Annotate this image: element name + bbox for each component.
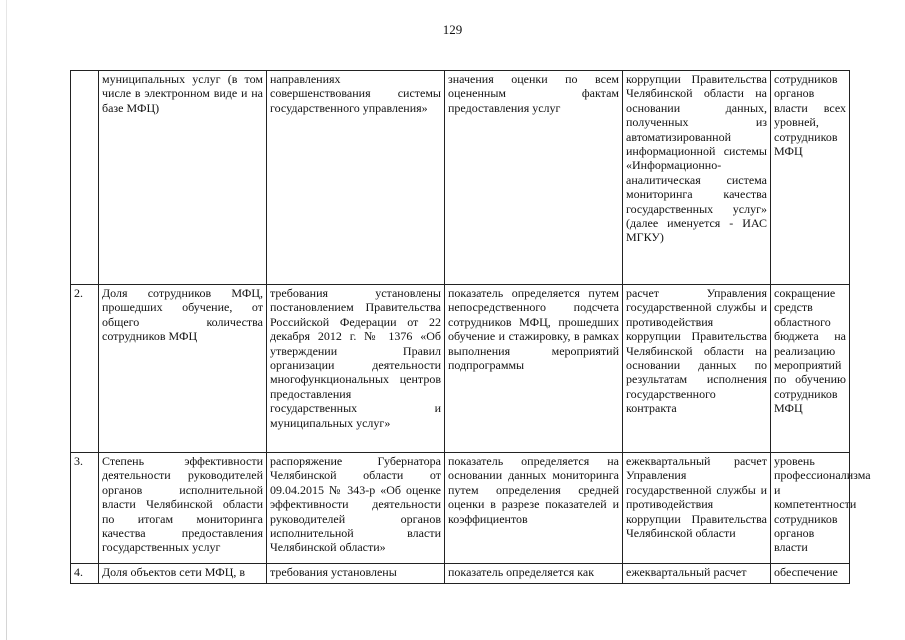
calculation-method-cell: показатель определяется путем непосредственного подсчета сотрудников МФЦ, прошедших обучение и стажировку, в рамках выполнения мероприятий подпрограммы — [445, 285, 623, 453]
data-source-cell: коррупции Правительства Челябинской области на основании данных, полученных из автоматизированной информационной системы «Информационно-аналитическая система мониторинга качества государственных услуг» (далее именуется - ИАС МГКУ) — [623, 71, 771, 285]
table-row — [71, 285, 850, 453]
factors-cell: обеспечение — [771, 564, 850, 584]
legal-basis-cell: распоряжение Губернатора Челябинской области от 09.04.2015 № 343-р «Об оценке эффективности деятельности руководителей органов исполнительной власти Челябинской области» — [267, 453, 445, 564]
table-row — [71, 564, 850, 584]
legal-basis-cell: направлениях совершенствования системы государственного управления» — [267, 71, 445, 285]
row-number — [71, 71, 99, 285]
indicator-name-cell: муниципальных услуг (в том числе в электронном виде и на базе МФЦ) — [99, 71, 267, 285]
table-row — [71, 71, 850, 285]
indicators-table — [70, 70, 871, 584]
row-number: 2. — [71, 285, 99, 453]
indicator-name-cell: Степень эффективности деятельности руководителей органов исполнительной власти Челябинской области по итогам мониторинга качества предоставления государственных услуг — [99, 453, 267, 564]
calculation-method-cell: показатель определяется как — [445, 564, 623, 584]
calculation-method-cell: показатель определяется на основании данных мониторинга путем определения средней оценки в разрезе показателей и коэффициентов — [445, 453, 623, 564]
factors-cell: уровень профессионализма и компетентности сотрудников органов власти — [771, 453, 850, 564]
row-number: 4. — [71, 564, 99, 584]
factors-cell: сокращение средств областного бюджета на реализацию мероприятий по обучению сотрудников МФЦ — [771, 285, 850, 453]
page-number: 129 — [442, 22, 463, 37]
indicator-name-cell: Доля сотрудников МФЦ, прошедших обучение, от общего количества сотрудников МФЦ — [99, 285, 267, 453]
legal-basis-cell: требования установлены — [267, 564, 445, 584]
factors-cell: сотрудников органов власти всех уровней, сотрудников МФЦ — [771, 71, 850, 285]
table-row — [71, 453, 850, 564]
calculation-method-cell: значения оценки по всем оцененным фактам предоставления услуг — [445, 71, 623, 285]
data-source-cell: расчет Управления государственной службы и противодействия коррупции Правительства Челябинской области на основании данных по результатам исполнения государственного контракта — [623, 285, 771, 453]
data-source-cell: ежеквартальный расчет — [623, 564, 771, 584]
indicator-name-cell: Доля объектов сети МФЦ, в — [99, 564, 267, 584]
data-source-cell: ежеквартальный расчет Управления государственной службы и противодействия коррупции Правительства Челябинской области — [623, 453, 771, 564]
legal-basis-cell: требования установлены постановлением Правительства Российской Федерации от 22 декабря 2012 г. № 1376 «Об утверждении Правил организации деятельности многофункциональных центров предоставления государственных и муниципальных услуг» — [267, 285, 445, 453]
scan-edge — [6, 0, 7, 640]
row-number: 3. — [71, 453, 99, 564]
